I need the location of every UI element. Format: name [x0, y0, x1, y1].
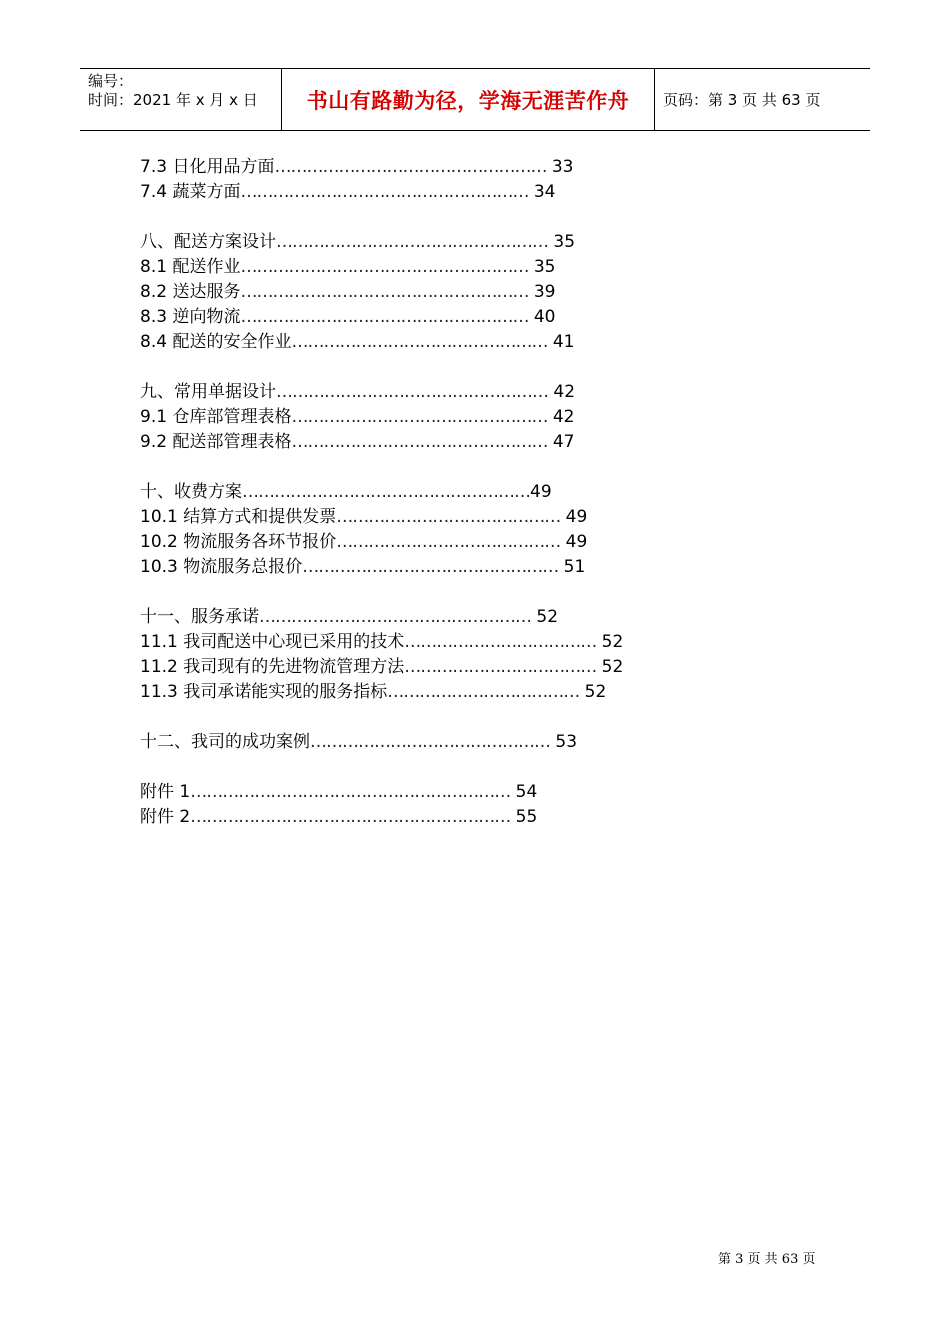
- toc-entry-page: 39: [528, 282, 556, 302]
- toc-dot-leader: ……………………………………: [336, 532, 561, 552]
- toc-entry-title: 八、配送方案设计: [140, 232, 276, 252]
- toc-entry-title: 附件 2: [140, 807, 191, 827]
- toc-dot-leader: ………………………………………: [310, 732, 550, 752]
- toc-entry[interactable]: [140, 255, 623, 280]
- toc-entry[interactable]: [140, 530, 623, 555]
- toc-entry[interactable]: [140, 155, 623, 180]
- document-number-label: 编号：: [88, 72, 134, 90]
- toc-dot-leader: …………………………………………: [291, 407, 548, 427]
- page-header: [80, 68, 870, 131]
- toc-entry[interactable]: [140, 655, 623, 680]
- table-of-contents: [140, 155, 623, 830]
- header-meta: [88, 72, 258, 110]
- toc-entry[interactable]: [140, 805, 623, 830]
- toc-entry-title: 8.2 送达服务: [140, 282, 241, 302]
- toc-spacer: [140, 705, 623, 730]
- toc-entry-title: 7.4 蔬菜方面: [140, 182, 241, 202]
- toc-entry-title: 11.3 我司承诺能实现的服务指标: [140, 682, 388, 702]
- toc-entry-title: 8.3 逆向物流: [140, 307, 241, 327]
- toc-entry[interactable]: [140, 680, 623, 705]
- toc-dot-leader: ………………………………………………: [240, 257, 529, 277]
- toc-dot-leader: ………………………………: [387, 682, 580, 702]
- toc-entry-page: 40: [528, 307, 556, 327]
- toc-dot-leader: ……………………………………: [336, 507, 561, 527]
- toc-entry[interactable]: [140, 780, 623, 805]
- toc-spacer: [140, 355, 623, 380]
- toc-entry-page: 54: [510, 782, 538, 802]
- toc-dot-leader: ………………………………: [404, 632, 597, 652]
- toc-entry[interactable]: [140, 480, 623, 505]
- toc-entry-page: 42: [547, 407, 575, 427]
- toc-entry-title: 9.2 配送部管理表格: [140, 432, 292, 452]
- toc-entry[interactable]: [140, 405, 623, 430]
- toc-dot-leader: ………………………………………………: [242, 482, 530, 502]
- toc-entry-page: 42: [548, 382, 576, 402]
- toc-dot-leader: ………………………………………………: [240, 307, 529, 327]
- toc-entry-title: 10.3 物流服务总报价: [140, 557, 303, 577]
- toc-entry-page: 33: [546, 157, 574, 177]
- toc-entry[interactable]: [140, 230, 623, 255]
- toc-entry[interactable]: [140, 630, 623, 655]
- toc-entry-title: 8.4 配送的安全作业: [140, 332, 292, 352]
- toc-entry[interactable]: [140, 505, 623, 530]
- toc-entry-title: 10.2 物流服务各环节报价: [140, 532, 337, 552]
- footer-page-number: 第 3 页 共 63 页: [718, 1252, 816, 1267]
- toc-entry-page: 52: [596, 657, 624, 677]
- header-motto: 书山有路勤为径，学海无涯苦作舟: [306, 87, 630, 113]
- toc-dot-leader: ……………………………………………………: [190, 807, 511, 827]
- document-date: 时间：2021 年 x 月 x 日: [88, 91, 258, 109]
- toc-entry-title: 十一、服务承诺: [140, 607, 259, 627]
- toc-dot-leader: …………………………………………: [291, 432, 548, 452]
- toc-dot-leader: ……………………………………………: [274, 157, 547, 177]
- toc-dot-leader: …………………………………………: [291, 332, 548, 352]
- toc-entry-title: 8.1 配送作业: [140, 257, 241, 277]
- toc-entry-page: 49: [560, 507, 588, 527]
- toc-entry-title: 7.3 日化用品方面: [140, 157, 275, 177]
- toc-entry-title: 11.2 我司现有的先进物流管理方法: [140, 657, 405, 677]
- toc-dot-leader: ……………………………………………: [276, 382, 548, 402]
- toc-entry-page: 41: [547, 332, 575, 352]
- toc-entry-page: 49: [530, 482, 552, 502]
- toc-entry[interactable]: [140, 305, 623, 330]
- toc-entry[interactable]: [140, 330, 623, 355]
- toc-entry-page: 52: [579, 682, 607, 702]
- toc-entry-title: 9.1 仓库部管理表格: [140, 407, 292, 427]
- toc-spacer: [140, 455, 623, 480]
- toc-entry[interactable]: [140, 730, 623, 755]
- header-page-number: 页码：第 3 页 共 63 页: [663, 91, 821, 109]
- toc-entry-page: 52: [596, 632, 624, 652]
- toc-dot-leader: ………………………………: [404, 657, 597, 677]
- toc-entry-title: 九、常用单据设计: [140, 382, 276, 402]
- toc-entry-page: 35: [528, 257, 556, 277]
- toc-entry-page: 47: [547, 432, 575, 452]
- toc-dot-leader: ………………………………………………: [240, 282, 529, 302]
- toc-entry[interactable]: [140, 280, 623, 305]
- toc-entry[interactable]: [140, 430, 623, 455]
- toc-dot-leader: ……………………………………………: [276, 232, 548, 252]
- toc-entry[interactable]: [140, 180, 623, 205]
- toc-entry[interactable]: [140, 380, 623, 405]
- toc-dot-leader: ……………………………………………: [259, 607, 531, 627]
- toc-entry-title: 11.1 我司配送中心现已采用的技术: [140, 632, 405, 652]
- toc-spacer: [140, 205, 623, 230]
- toc-entry-page: 49: [560, 532, 588, 552]
- toc-spacer: [140, 755, 623, 780]
- toc-dot-leader: ………………………………………………: [240, 182, 529, 202]
- toc-entry-title: 附件 1: [140, 782, 191, 802]
- toc-dot-leader: …………………………………………: [302, 557, 559, 577]
- toc-entry-page: 51: [558, 557, 586, 577]
- toc-entry-page: 53: [550, 732, 578, 752]
- toc-entry-title: 十二、我司的成功案例: [140, 732, 310, 752]
- toc-entry-page: 34: [528, 182, 556, 202]
- header-divider-right: [654, 69, 655, 130]
- toc-entry-page: 55: [510, 807, 538, 827]
- toc-spacer: [140, 580, 623, 605]
- toc-entry-page: 52: [531, 607, 559, 627]
- toc-entry[interactable]: [140, 555, 623, 580]
- toc-entry-title: 十、收费方案: [140, 482, 242, 502]
- toc-entry[interactable]: [140, 605, 623, 630]
- toc-entry-title: 10.1 结算方式和提供发票: [140, 507, 337, 527]
- toc-entry-page: 35: [548, 232, 576, 252]
- toc-dot-leader: ……………………………………………………: [190, 782, 511, 802]
